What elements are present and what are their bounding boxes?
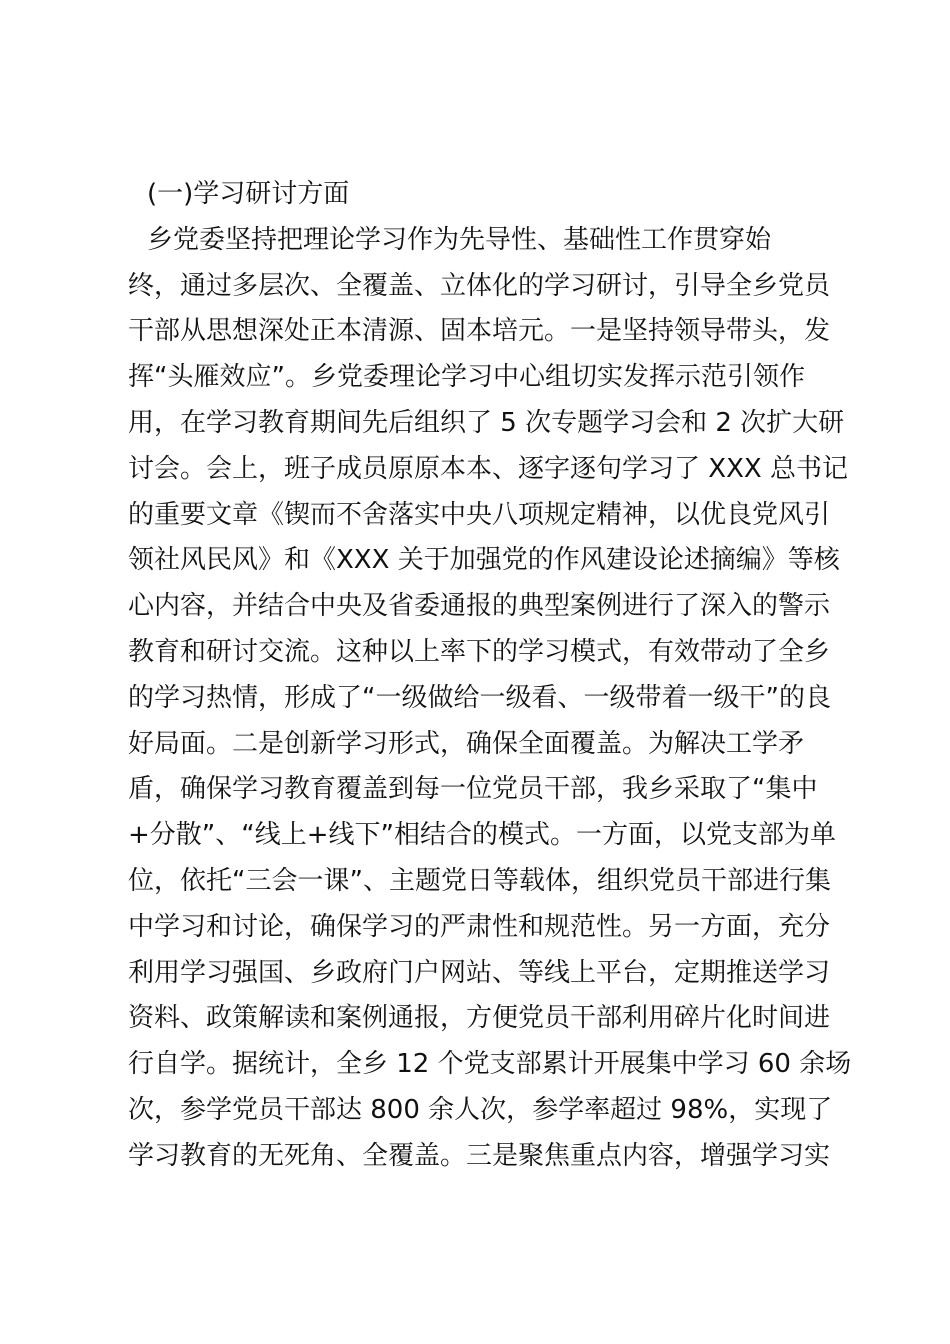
paragraph-line: 挥“头雁效应”。乡党委理论学习中心组切实发挥示范引领作	[128, 362, 805, 393]
paragraph-line: 学习教育的无死角、全覆盖。三是聚焦重点内容，增强学习实	[128, 1140, 831, 1171]
paragraph-line: 终，通过多层次、全覆盖、立体化的学习研讨，引导全乡党员	[128, 270, 831, 301]
paragraph-line: 行自学。据统计，全乡 12 个党支部累计开展集中学习 60 余场	[128, 1049, 852, 1080]
paragraph-line: 用，在学习教育期间先后组织了 5 次专题学习会和 2 次扩大研	[128, 407, 845, 438]
paragraph-line: 中学习和讨论，确保学习的严肃性和规范性。另一方面，充分	[128, 911, 831, 942]
document-body	[128, 172, 852, 1180]
paragraph-line: 的学习热情，形成了“一级做给一级看、一级带着一级干”的良	[128, 682, 831, 713]
paragraph-line: 资料、政策解读和案例通报，方便党员干部利用碎片化时间进	[128, 1003, 831, 1034]
section-heading: (一)学习研讨方面	[147, 179, 350, 209]
paragraph-line: 乡党委坚持把理论学习作为先导性、基础性工作贯穿始	[147, 224, 772, 255]
paragraph-line: 的重要文章《锲而不舍落实中央八项规定精神，以优良党风引	[128, 499, 831, 530]
paragraph-line: 领社风民风》和《XXX 关于加强党的作风建设论述摘编》等核	[128, 545, 840, 576]
paragraph-line: 次，参学党员干部达 800 余人次，参学率超过 98%，实现了	[128, 1094, 833, 1125]
paragraph-line: 教育和研讨交流。这种以上率下的学习模式，有效带动了全乡	[128, 636, 831, 667]
paragraph-line: 位，依托“三会一课”、主题党日等载体，组织党员干部进行集	[128, 865, 831, 896]
paragraph-line: 心内容，并结合中央及省委通报的典型案例进行了深入的警示	[128, 591, 831, 622]
paragraph-line: +分散”、“线上+线下”相结合的模式。一方面，以党支部为单	[128, 820, 836, 851]
paragraph-line: 干部从思想深处正本清源、固本培元。一是坚持领导带头，发	[128, 316, 831, 347]
paragraph-line: 利用学习强国、乡政府门户网站、等线上平台，定期推送学习	[128, 957, 831, 988]
paragraph-line: 好局面。二是创新学习形式，确保全面覆盖。为解决工学矛	[128, 728, 805, 759]
paragraph-line: 讨会。会上，班子成员原原本本、逐字逐句学习了 XXX 总书记	[128, 453, 848, 484]
paragraph-line: 盾，确保学习教育覆盖到每一位党员干部，我乡采取了“集中	[128, 774, 818, 805]
